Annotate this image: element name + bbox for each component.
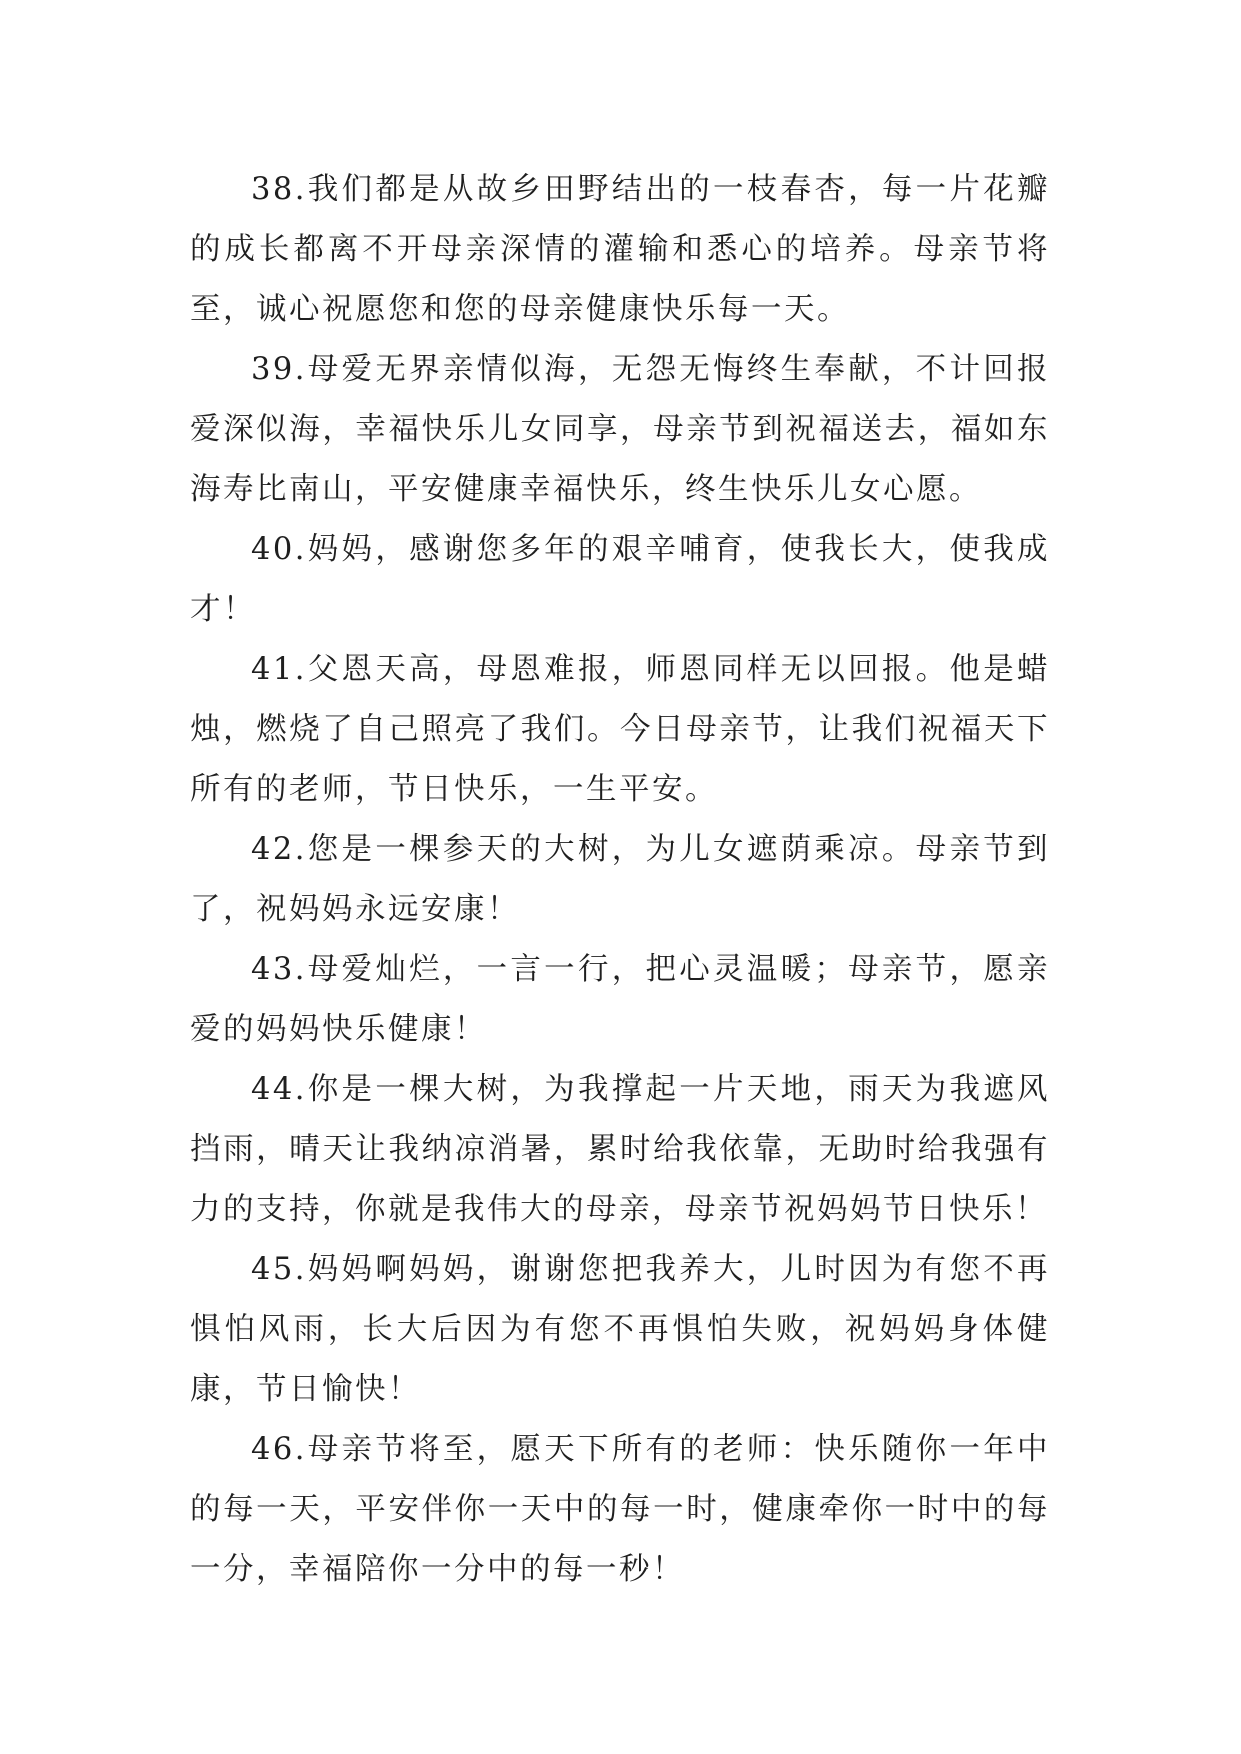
paragraph-40: 40.妈妈，感谢您多年的艰辛哺育，使我长大，使我成才！: [190, 532, 1050, 627]
paragraph-46: 46.母亲节将至，愿天下所有的老师：快乐随你一年中的每一天，平安伴你一天中的每一时，健康牵你一时中的每一分，幸福陪你一分中的每一秒！: [190, 1432, 1050, 1587]
paragraph-39: 39.母爱无界亲情似海，无怨无悔终生奉献，不计回报爱深似海，幸福快乐儿女同享，母亲节到祝福送去，福如东海寿比南山，平安健康幸福快乐，终生快乐儿女心愿。: [190, 352, 1050, 507]
paragraph-41: 41.父恩天高，母恩难报，师恩同样无以回报。他是蜡烛，燃烧了自己照亮了我们。今日母亲节，让我们祝福天下所有的老师，节日快乐，一生平安。: [190, 652, 1050, 807]
paragraph-42: 42.您是一棵参天的大树，为儿女遮荫乘凉。母亲节到了，祝妈妈永远安康！: [190, 832, 1050, 927]
document-body: [190, 160, 1050, 1600]
paragraph-43: 43.母爱灿烂，一言一行，把心灵温暖；母亲节，愿亲爱的妈妈快乐健康！: [190, 952, 1050, 1047]
paragraph-45: 45.妈妈啊妈妈，谢谢您把我养大，儿时因为有您不再惧怕风雨，长大后因为有您不再惧怕失败，祝妈妈身体健康，节日愉快！: [190, 1252, 1050, 1407]
paragraph-44: 44.你是一棵大树，为我撑起一片天地，雨天为我遮风挡雨，晴天让我纳凉消暑，累时给我依靠，无助时给我强有力的支持，你就是我伟大的母亲，母亲节祝妈妈节日快乐！: [190, 1072, 1050, 1227]
paragraph-38: 38.我们都是从故乡田野结出的一枝春杏，每一片花瓣的成长都离不开母亲深情的灌输和悉心的培养。母亲节将至，诚心祝愿您和您的母亲健康快乐每一天。: [190, 172, 1050, 327]
